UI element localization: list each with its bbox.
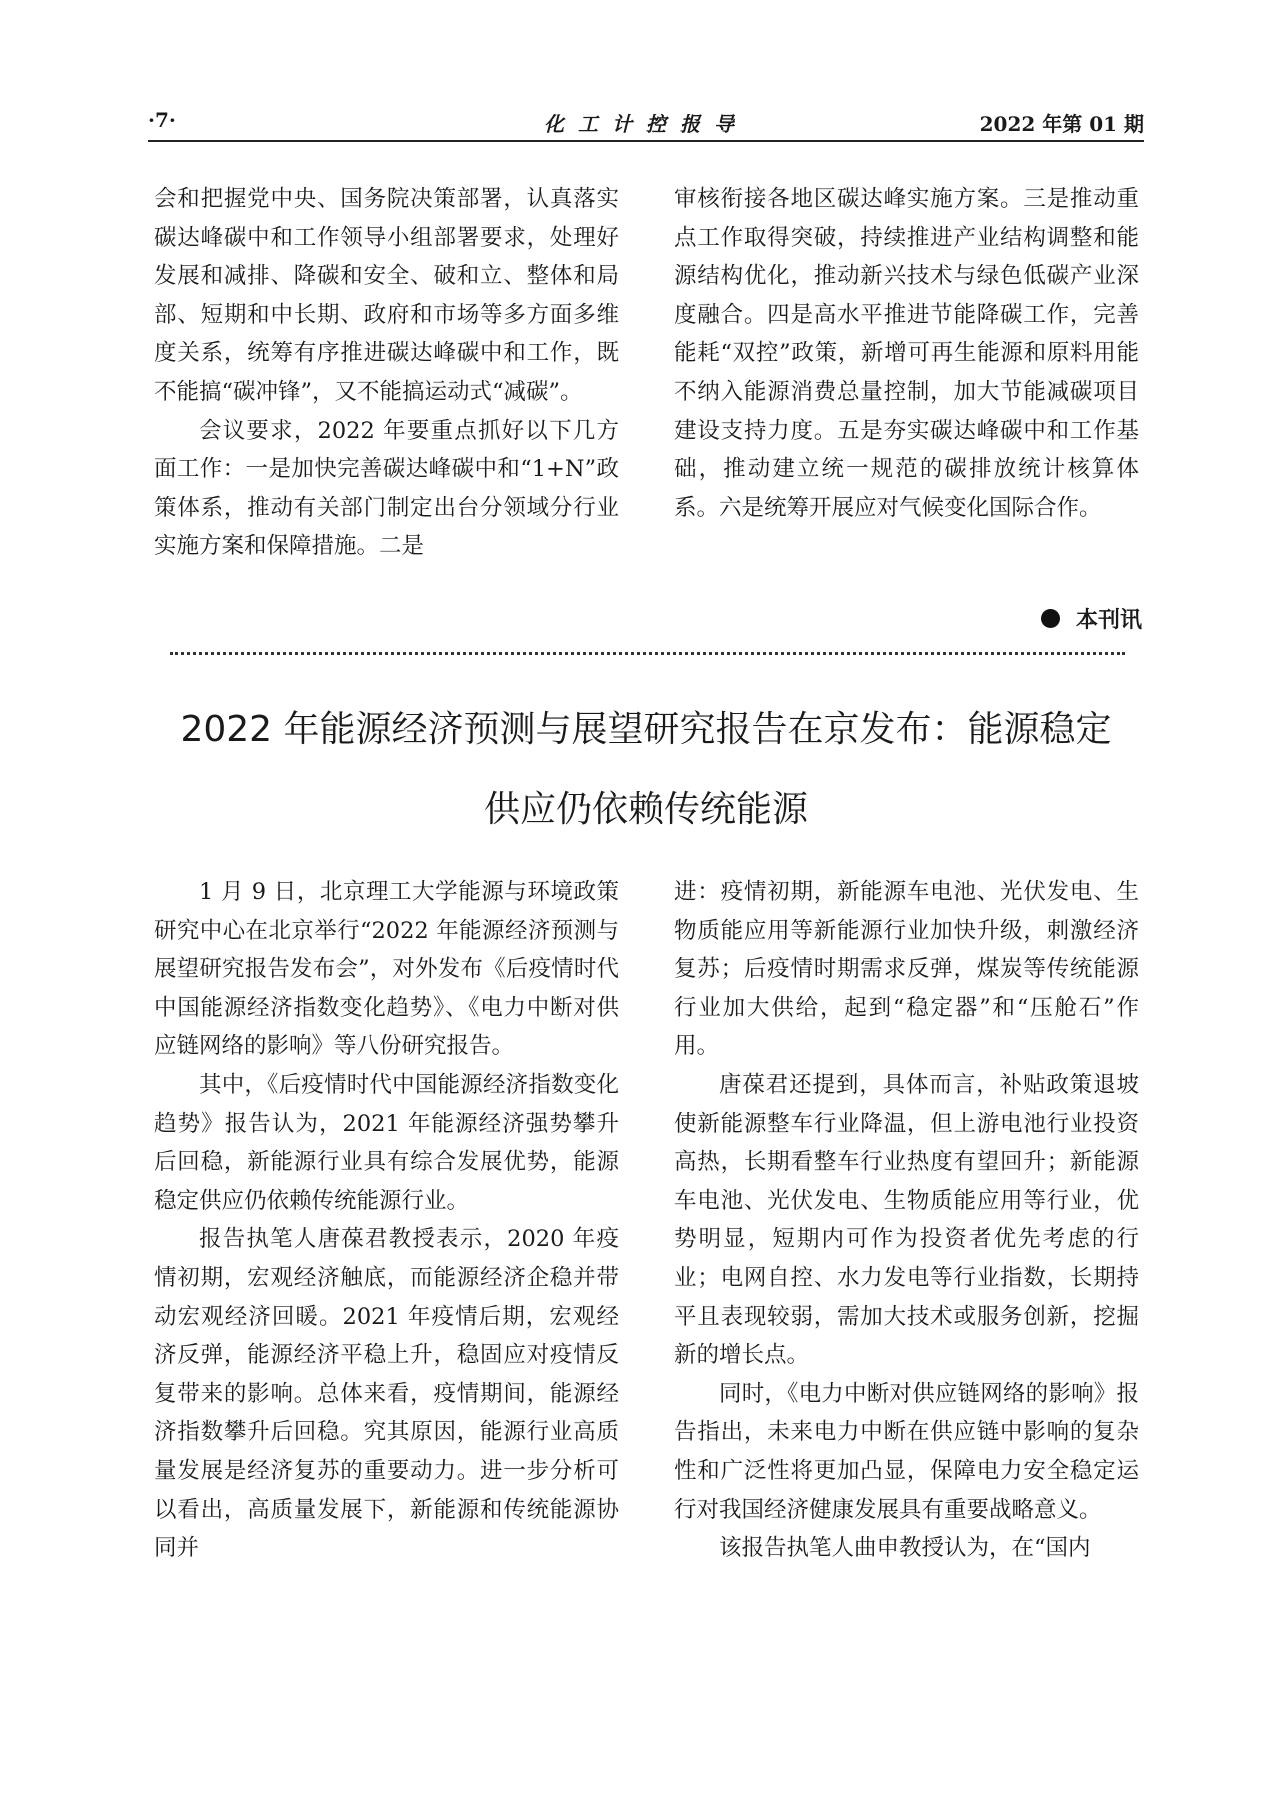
paragraph: 审核衔接各地区碳达峰实施方案。三是推动重点工作取得突破，持续推进产业结构调整和能源结构优化，推动新兴技术与绿色低碳产业深度融合。四是高水平推进节能降碳工作，完善能耗“双控”政策，新增可再生能源和原料用能不纳入能源消费总量控制，加大节能减碳项目建设支持力度。五是夯实碳达峰碳中和工作基础，推动建立统一规范的碳排放统计核算体系。六是统筹开展应对气候变化国际合作。 (674, 186, 1139, 521)
paragraph: 唐葆君还提到，具体而言，补贴政策退坡使新能源整车行业降温，但上游电池行业投资高热，长期看整车行业热度有望回升；新能源车电池、光伏发电、生物质能应用等行业，优势明显，短期内可作为投资者优先考虑的行业；电网自控、水力发电等行业指数，长期持平且表现较弱，需加大技术或服务创新，挖掘新的增长点。 (674, 1071, 1139, 1369)
bullet-icon (1041, 609, 1060, 628)
article-left-column (154, 873, 619, 1568)
paragraph: 其中，《后疫情时代中国能源经济指数变化趋势》报告认为，2021 年能源经济强势攀升后回稳，新能源行业具有综合发展优势，能源稳定供应仍依赖传统能源行业。 (154, 1071, 619, 1214)
paragraph: 1 月 9 日，北京理工大学能源与环境政策研究中心在北京举行“2022 年能源经济预测与展望研究报告发布会”，对外发布《后疫情时代中国能源经济指数变化趋势》、《电力中断对供应链网络的影响》等八份研究报告。 (154, 879, 619, 1060)
source-label: 本刊讯 (1075, 607, 1142, 633)
journal-name: 化工计控报导 (544, 112, 748, 136)
page-number: ·7· (148, 108, 176, 132)
article-right-column (674, 873, 1139, 1568)
title-line: 2022 年能源经济预测与展望研究报告在京发布：能源稳定 (180, 709, 1112, 750)
dotted-divider (170, 652, 1125, 655)
page-header (148, 106, 1144, 142)
paragraph: 会议要求，2022 年要重点抓好以下几方面工作：一是加快完善碳达峰碳中和“1+N”政策体系，推动有关部门制定出台分领域分行业实施方案和保障措施。二是 (154, 417, 619, 560)
title-line: 供应仍依赖传统能源 (483, 789, 808, 830)
top-article-left-column (154, 180, 619, 566)
paragraph: 报告执笔人唐葆君教授表示，2020 年疫情初期，宏观经济触底，而能源经济企稳并带动宏观经济回暖。2021 年疫情后期，宏观经济反弹，能源经济平稳上升，稳固应对疫情反复带来的影响。总体来看，疫情期间，能源经济指数攀升后回稳。究其原因，能源行业高质量发展是经济复苏的重要动力。进一步分析可以看出，高质量发展下，新能源和传统能源协同并 (154, 1226, 619, 1562)
top-article-right-column (674, 180, 1139, 527)
issue-label: 2022 年第 01 期 (979, 112, 1144, 136)
article-source (1041, 603, 1142, 634)
paragraph: 进：疫情初期，新能源车电池、光伏发电、生物质能应用等新能源行业加快升级，刺激经济复苏；后疫情时期需求反弹，煤炭等传统能源行业加大供给，起到“稳定器”和“压舱石”作用。 (674, 879, 1139, 1060)
paragraph: 会和把握党中央、国务院决策部署，认真落实碳达峰碳中和工作领导小组部署要求，处理好发展和减排、降碳和安全、破和立、整体和局部、短期和中长期、政府和市场等多方面多维度关系，统筹有序推进碳达峰碳中和工作，既不能搞“碳冲锋”，又不能搞运动式“减碳”。 (154, 186, 619, 405)
paragraph: 同时，《电力中断对供应链网络的影响》报告指出，未来电力中断在供应链中影响的复杂性和广泛性将更加凸显，保障电力安全稳定运行对我国经济健康发展具有重要战略意义。 (674, 1380, 1139, 1523)
article-title (148, 690, 1144, 850)
paragraph: 该报告执笔人曲申教授认为，在“国内 (719, 1535, 1091, 1562)
